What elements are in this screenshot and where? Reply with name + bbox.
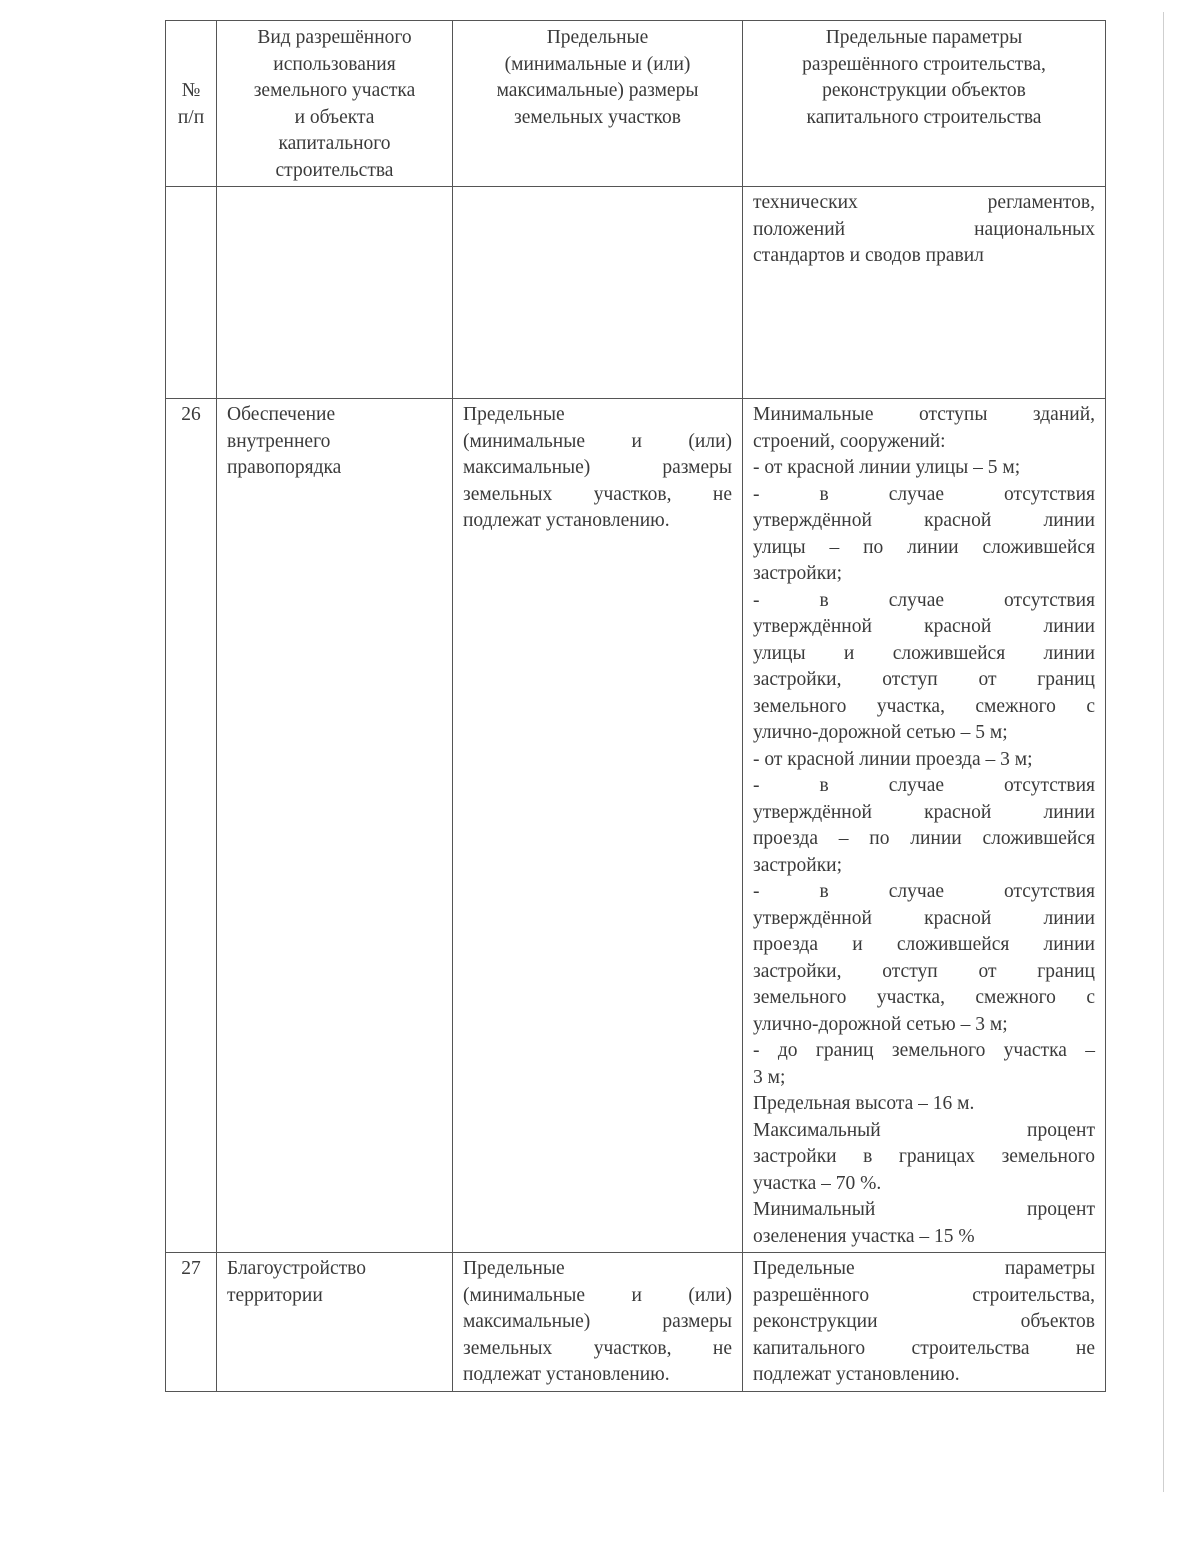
cell-size: Предельные (минимальные и (или) максимальные) размеры земельных участков, не подлежат установлению.	[453, 399, 743, 1253]
cell-size: Предельные (минимальные и (или) максимальные) размеры земельных участков, не подлежат установлению.	[453, 1253, 743, 1392]
header-size: Предельные (минимальные и (или) максимальные) размеры земельных участков	[453, 21, 743, 187]
cell-num: 26	[166, 399, 217, 1253]
cell-kind	[217, 187, 453, 399]
cell-params: Минимальные отступы зданий, строений, сооружений: - от красной линии улицы – 5 м; - в случае отсутствия утверждённой красной линии улицы – по линии сложившейся застройки; - в случае отсутствия утверждённой красной линии улицы и сложившейся линии застройки, отступ от границ земельного участка, смежного с улично-дорожной сетью – 5 м; - от красной линии проезда – 3 м; - в случае отсутствия утверждённой красной линии проезда – по линии сложившейся застройки; - в случае отсутствия утверждённой красной линии проезда и сложившейся линии застройки, отступ от границ земельного участка, смежного с улично-дорожной сетью – 3 м; - до границ земельного участка – 3 м; Предельная высота – 16 м. Максимальный процент застройки в границах земельного участка – 70 %. Минимальный процент озеленения участка – 15 %	[743, 399, 1106, 1253]
cell-kind: Благоустройство территории	[217, 1253, 453, 1392]
header-params: Предельные параметры разрешённого строительства, реконструкции объектов капитального строительства	[743, 21, 1106, 187]
regulations-table	[165, 20, 1106, 1392]
header-kind: Вид разрешённого использования земельного участка и объекта капитального строительства	[217, 21, 453, 187]
table-row	[166, 187, 1106, 399]
cell-num	[166, 187, 217, 399]
cell-params: технических регламентов, положений национальных стандартов и сводов правил	[743, 187, 1106, 399]
cell-num: 27	[166, 1253, 217, 1392]
cell-kind: Обеспечение внутреннего правопорядка	[217, 399, 453, 1253]
cell-params: Предельные параметры разрешённого строительства, реконструкции объектов капитального строительства не подлежат установлению.	[743, 1253, 1106, 1392]
page-edge-line	[1163, 12, 1164, 1492]
table-header-row	[166, 21, 1106, 187]
cell-size	[453, 187, 743, 399]
table-row	[166, 399, 1106, 1253]
table-row	[166, 1253, 1106, 1392]
header-num: № п/п	[166, 21, 217, 187]
